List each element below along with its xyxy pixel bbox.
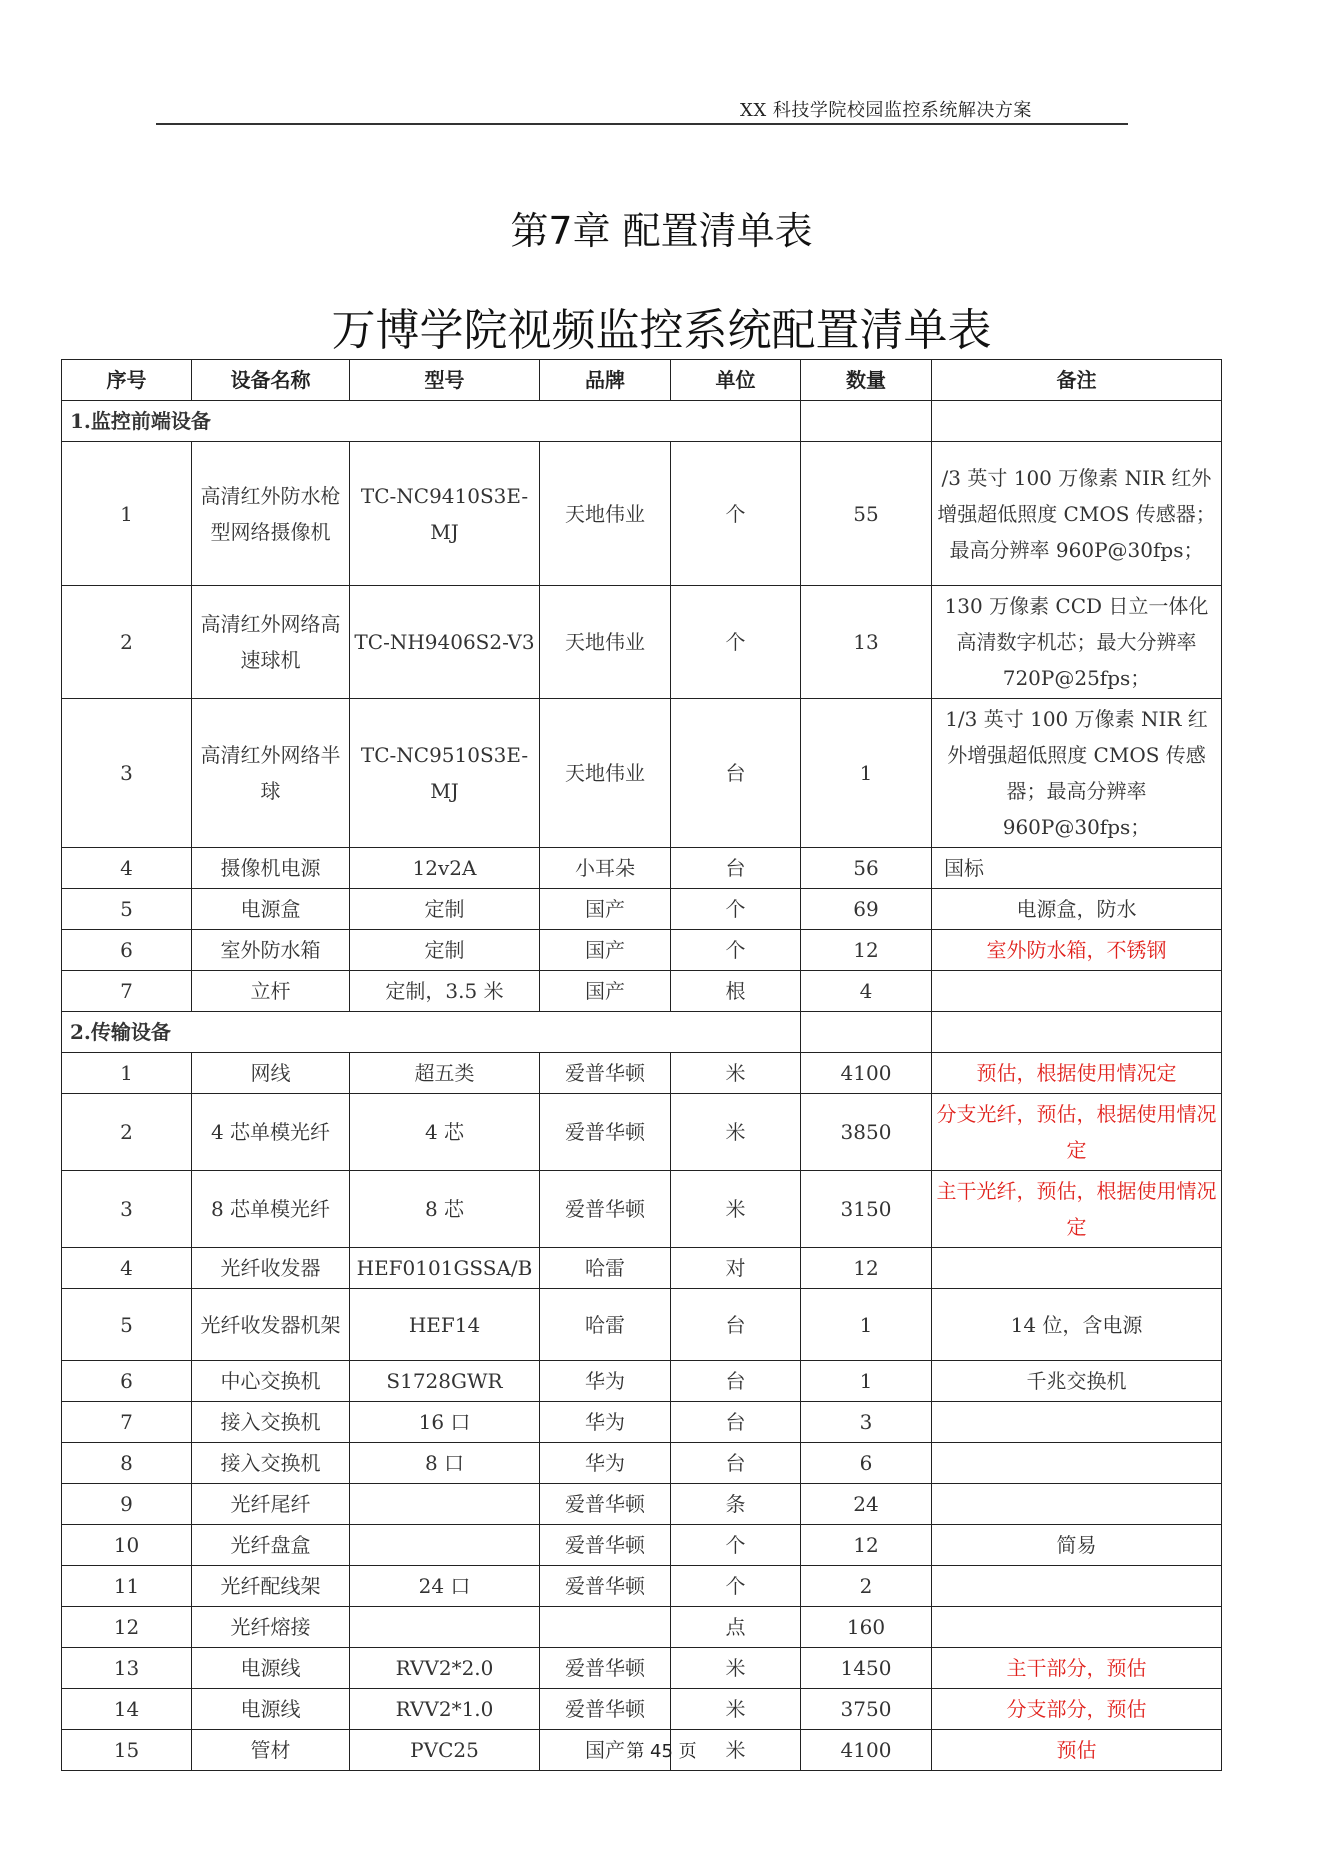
cell-model: [350, 1525, 540, 1566]
table-row: [62, 1566, 1222, 1607]
cell-brand: 爱普华顿: [540, 1171, 671, 1248]
column-header: 设备名称: [192, 360, 350, 401]
cell-qty: 3150: [801, 1171, 932, 1248]
table-row: [62, 1402, 1222, 1443]
cell-qty: 1: [801, 1361, 932, 1402]
table-row: [62, 1053, 1222, 1094]
cell-name: 接入交换机: [192, 1443, 350, 1484]
cell-model: RVV2*2.0: [350, 1648, 540, 1689]
cell-note: 分支部分，预估: [932, 1689, 1222, 1730]
cell-name: 接入交换机: [192, 1402, 350, 1443]
cell-qty: 55: [801, 442, 932, 586]
chapter-title: 第7章 配置清单表: [510, 209, 813, 253]
cell-model: 16 口: [350, 1402, 540, 1443]
cell-qty: 1: [801, 699, 932, 848]
cell-brand: 华为: [540, 1402, 671, 1443]
cell-qty: 12: [801, 1525, 932, 1566]
cell-unit: 个: [671, 889, 801, 930]
cell-qty: 24: [801, 1484, 932, 1525]
cell-note: /3 英寸 100 万像素 NIR 红外增强超低照度 CMOS 传感器；最高分辨率 960P@30fps；: [932, 442, 1222, 586]
cell-name: 高清红外网络半球: [192, 699, 350, 848]
table-row: [62, 1361, 1222, 1402]
cell-name: 电源盒: [192, 889, 350, 930]
cell-model: 12v2A: [350, 848, 540, 889]
cell-no: 14: [62, 1689, 192, 1730]
column-header: 数量: [801, 360, 932, 401]
cell-qty: 12: [801, 1248, 932, 1289]
column-header: 备注: [932, 360, 1222, 401]
cell-note: 国标: [932, 848, 1222, 889]
cell-name: 立杆: [192, 971, 350, 1012]
cell-name: 摄像机电源: [192, 848, 350, 889]
cell-name: 光纤尾纤: [192, 1484, 350, 1525]
section-label: 1.监控前端设备: [62, 401, 801, 442]
cell-no: 5: [62, 889, 192, 930]
cell-brand: [540, 1607, 671, 1648]
cell-unit: 对: [671, 1248, 801, 1289]
cell-name: 电源线: [192, 1689, 350, 1730]
cell-brand: 华为: [540, 1361, 671, 1402]
cell-unit: 米: [671, 1648, 801, 1689]
cell-qty: 4: [801, 971, 932, 1012]
cell-brand: 天地伟业: [540, 586, 671, 699]
cell-brand: 爱普华顿: [540, 1689, 671, 1730]
cell-no: 13: [62, 1648, 192, 1689]
table-row: [62, 1443, 1222, 1484]
cell-no: 9: [62, 1484, 192, 1525]
cell-note: [932, 1443, 1222, 1484]
cell-brand: 小耳朵: [540, 848, 671, 889]
cell-unit: 个: [671, 930, 801, 971]
cell-note: 130 万像素 CCD 日立一体化高清数字机芯；最大分辨率 720P@25fps；: [932, 586, 1222, 699]
cell-name: 光纤熔接: [192, 1607, 350, 1648]
cell-no: 6: [62, 930, 192, 971]
cell-note: 预估，根据使用情况定: [932, 1053, 1222, 1094]
cell-note: 千兆交换机: [932, 1361, 1222, 1402]
cell-name: 光纤配线架: [192, 1566, 350, 1607]
cell-name: 网线: [192, 1053, 350, 1094]
cell-no: 3: [62, 1171, 192, 1248]
cell-model: PVC25: [350, 1730, 540, 1771]
table-row: [62, 586, 1222, 699]
cell-no: 4: [62, 848, 192, 889]
cell-qty: 2: [801, 1566, 932, 1607]
cell-unit: 个: [671, 1525, 801, 1566]
cell-note: [932, 1402, 1222, 1443]
cell-note: 分支光纤，预估，根据使用情况定: [932, 1094, 1222, 1171]
cell-name: 高清红外网络高速球机: [192, 586, 350, 699]
cell-no: 2: [62, 586, 192, 699]
cell-note: [932, 1248, 1222, 1289]
table-row: [62, 442, 1222, 586]
cell-qty: 6: [801, 1443, 932, 1484]
cell-model: 超五类: [350, 1053, 540, 1094]
cell-brand: 爱普华顿: [540, 1525, 671, 1566]
cell-qty: 3850: [801, 1094, 932, 1171]
cell-note: 14 位，含电源: [932, 1289, 1222, 1361]
cell-note: 预估: [932, 1730, 1222, 1771]
table-row: [62, 1689, 1222, 1730]
config-table: [61, 359, 1222, 1771]
header-rule: [156, 123, 1128, 125]
cell-model: 定制，3.5 米: [350, 971, 540, 1012]
cell-unit: 个: [671, 586, 801, 699]
cell-brand: 国产: [540, 971, 671, 1012]
cell-qty: 4100: [801, 1053, 932, 1094]
column-header: 型号: [350, 360, 540, 401]
cell-brand: 哈雷: [540, 1248, 671, 1289]
cell-model: 定制: [350, 930, 540, 971]
table-row: [62, 889, 1222, 930]
column-header: 品牌: [540, 360, 671, 401]
cell-unit: 米: [671, 1053, 801, 1094]
cell-model: [350, 1607, 540, 1648]
cell-unit: 台: [671, 699, 801, 848]
cell-no: 7: [62, 971, 192, 1012]
cell-model: 8 芯: [350, 1171, 540, 1248]
cell-name: 8 芯单模光纤: [192, 1171, 350, 1248]
cell-note: 室外防水箱，不锈钢: [932, 930, 1222, 971]
cell-model: TC-NH9406S2-V3: [350, 586, 540, 699]
cell-unit: 米: [671, 1689, 801, 1730]
section-row: [62, 401, 1222, 442]
cell-no: 10: [62, 1525, 192, 1566]
cell-unit: 点: [671, 1607, 801, 1648]
cell-unit: 台: [671, 1289, 801, 1361]
cell-name: 电源线: [192, 1648, 350, 1689]
page-header: XX 科技学院校园监控系统解决方案: [740, 100, 1032, 121]
cell-note: [932, 971, 1222, 1012]
table-row: [62, 1094, 1222, 1171]
cell-brand: 华为: [540, 1443, 671, 1484]
cell-model: [350, 1484, 540, 1525]
cell-unit: 米: [671, 1171, 801, 1248]
cell-unit: 根: [671, 971, 801, 1012]
table-row: [62, 1525, 1222, 1566]
cell-note: [932, 1566, 1222, 1607]
cell-no: 15: [62, 1730, 192, 1771]
cell-model: 8 口: [350, 1443, 540, 1484]
cell-qty: 13: [801, 586, 932, 699]
cell-brand: 哈雷: [540, 1289, 671, 1361]
table-row: [62, 971, 1222, 1012]
cell-unit: 个: [671, 1566, 801, 1607]
cell-brand: 爱普华顿: [540, 1094, 671, 1171]
section-label: 2.传输设备: [62, 1012, 801, 1053]
cell-no: 8: [62, 1443, 192, 1484]
cell-unit: 米: [671, 1730, 801, 1771]
cell-brand: 国产: [540, 1730, 671, 1771]
cell-model: HEF14: [350, 1289, 540, 1361]
cell-name: 管材: [192, 1730, 350, 1771]
table-row: [62, 848, 1222, 889]
cell-unit: 个: [671, 442, 801, 586]
table-title: 万博学院视频监控系统配置清单表: [331, 305, 992, 356]
cell-unit: 台: [671, 1361, 801, 1402]
cell-no: 2: [62, 1094, 192, 1171]
cell-brand: 爱普华顿: [540, 1648, 671, 1689]
cell-note: 简易: [932, 1525, 1222, 1566]
cell-name: 光纤盘盒: [192, 1525, 350, 1566]
cell-model: 4 芯: [350, 1094, 540, 1171]
cell-brand: 爱普华顿: [540, 1053, 671, 1094]
cell-qty: 160: [801, 1607, 932, 1648]
cell-model: HEF0101GSSA/B: [350, 1248, 540, 1289]
cell-qty: 1: [801, 1289, 932, 1361]
cell-name: 高清红外防水枪型网络摄像机: [192, 442, 350, 586]
cell-name: 光纤收发器机架: [192, 1289, 350, 1361]
cell-no: 1: [62, 442, 192, 586]
cell-model: RVV2*1.0: [350, 1689, 540, 1730]
cell-brand: 天地伟业: [540, 699, 671, 848]
cell-qty: 12: [801, 930, 932, 971]
cell-no: 11: [62, 1566, 192, 1607]
table-row: [62, 1648, 1222, 1689]
table-row: [62, 1248, 1222, 1289]
cell-no: 5: [62, 1289, 192, 1361]
cell-model: S1728GWR: [350, 1361, 540, 1402]
cell-brand: 爱普华顿: [540, 1484, 671, 1525]
cell-note: 主干部分，预估: [932, 1648, 1222, 1689]
cell-no: 12: [62, 1607, 192, 1648]
cell-unit: 台: [671, 1443, 801, 1484]
cell-unit: 米: [671, 1094, 801, 1171]
section-row: [62, 1012, 1222, 1053]
cell-no: 3: [62, 699, 192, 848]
cell-model: TC-NC9410S3E-MJ: [350, 442, 540, 586]
cell-note: 1/3 英寸 100 万像素 NIR 红外增强超低照度 CMOS 传感器；最高分辨率 960P@30fps；: [932, 699, 1222, 848]
table-row: [62, 1289, 1222, 1361]
cell-qty: 56: [801, 848, 932, 889]
cell-unit: 台: [671, 848, 801, 889]
cell-qty: 3750: [801, 1689, 932, 1730]
cell-qty: 4100: [801, 1730, 932, 1771]
cell-brand: 国产: [540, 930, 671, 971]
cell-name: 中心交换机: [192, 1361, 350, 1402]
cell-qty: 1450: [801, 1648, 932, 1689]
cell-brand: 国产: [540, 889, 671, 930]
column-header: 序号: [62, 360, 192, 401]
table-row: [62, 930, 1222, 971]
cell-name: 光纤收发器: [192, 1248, 350, 1289]
cell-name: 室外防水箱: [192, 930, 350, 971]
table-row: [62, 1171, 1222, 1248]
cell-note: 主干光纤，预估，根据使用情况定: [932, 1171, 1222, 1248]
table-row: [62, 699, 1222, 848]
cell-model: TC-NC9510S3E-MJ: [350, 699, 540, 848]
table-header-row: [62, 360, 1222, 401]
cell-qty: 3: [801, 1402, 932, 1443]
cell-name: 4 芯单模光纤: [192, 1094, 350, 1171]
cell-note: [932, 1607, 1222, 1648]
table-row: [62, 1484, 1222, 1525]
cell-note: 电源盒，防水: [932, 889, 1222, 930]
table-row: [62, 1607, 1222, 1648]
cell-no: 6: [62, 1361, 192, 1402]
cell-unit: 台: [671, 1402, 801, 1443]
cell-model: 定制: [350, 889, 540, 930]
cell-no: 1: [62, 1053, 192, 1094]
cell-no: 4: [62, 1248, 192, 1289]
cell-note: [932, 1484, 1222, 1525]
cell-no: 7: [62, 1402, 192, 1443]
cell-brand: 天地伟业: [540, 442, 671, 586]
cell-qty: 69: [801, 889, 932, 930]
cell-model: 24 口: [350, 1566, 540, 1607]
cell-brand: 爱普华顿: [540, 1566, 671, 1607]
cell-unit: 条: [671, 1484, 801, 1525]
page-number: 第 45 页: [626, 1741, 697, 1762]
column-header: 单位: [671, 360, 801, 401]
